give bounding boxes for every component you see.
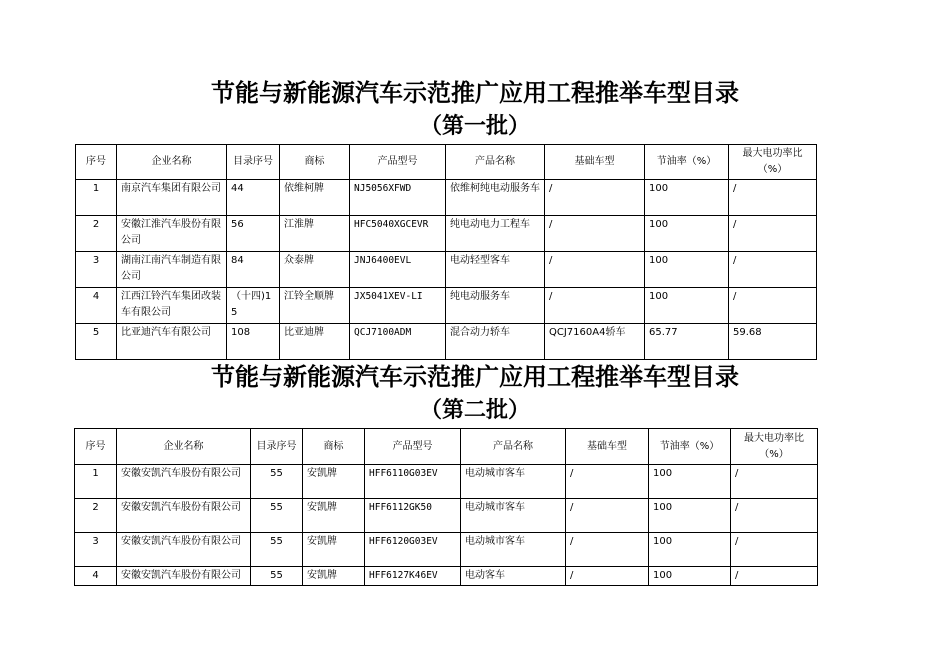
batch2-header-cell: 企业名称 <box>117 429 251 465</box>
cell-catalog-no: 55 <box>251 499 303 533</box>
cell-catalog-no: 44 <box>227 180 280 216</box>
cell-model: HFF6120G03EV <box>365 533 461 567</box>
batch2-header-cell: 商标 <box>303 429 365 465</box>
cell-fuel-saving: 100 <box>645 252 729 288</box>
batch1-header-cell: 产品名称 <box>446 145 545 180</box>
cell-catalog-no: 55 <box>251 567 303 586</box>
cell-base-model: / <box>566 465 649 499</box>
batch1-header-cell: 基础车型 <box>545 145 645 180</box>
batch2-header-cell: 基础车型 <box>566 429 649 465</box>
cell-company: 安徽安凯汽车股份有限公司 <box>117 465 251 499</box>
table-row <box>76 324 817 360</box>
cell-model: HFF6112GK50 <box>365 499 461 533</box>
cell-product-name: 电动城市客车 <box>461 465 566 499</box>
cell-fuel-saving: 100 <box>649 465 731 499</box>
cell-index: 3 <box>76 252 117 288</box>
cell-product-name: 电动客车 <box>461 567 566 586</box>
cell-company: 安徽江淮汽车股份有限公司 <box>117 216 227 252</box>
batch1-header-cell: 企业名称 <box>117 145 227 180</box>
cell-company: 比亚迪汽车有限公司 <box>117 324 227 360</box>
batch1-header-cell: 产品型号 <box>350 145 446 180</box>
cell-index: 1 <box>75 465 117 499</box>
cell-company: 湖南江南汽车制造有限公司 <box>117 252 227 288</box>
batch1-header-cell: 目录序号 <box>227 145 280 180</box>
batch2-header-cell: 最大电功率比（%） <box>731 429 818 465</box>
cell-power-ratio: / <box>731 533 818 567</box>
cell-fuel-saving: 100 <box>645 288 729 324</box>
cell-power-ratio: / <box>729 252 817 288</box>
cell-product-name: 依维柯纯电动服务车 <box>446 180 545 216</box>
cell-model: HFF6110G03EV <box>365 465 461 499</box>
cell-fuel-saving: 100 <box>649 533 731 567</box>
batch2-header-cell: 产品型号 <box>365 429 461 465</box>
cell-model: HFF6127K46EV <box>365 567 461 586</box>
table-row <box>75 533 818 567</box>
cell-base-model: / <box>545 288 645 324</box>
cell-brand: 安凯牌 <box>303 499 365 533</box>
cell-model: HFC5040XGCEVR <box>350 216 446 252</box>
cell-index: 3 <box>75 533 117 567</box>
batch2-table <box>74 428 818 586</box>
cell-company: 江西江铃汽车集团改装车有限公司 <box>117 288 227 324</box>
batch1-header-cell: 商标 <box>280 145 350 180</box>
batch2-title: 节能与新能源汽车示范推广应用工程推举车型目录 <box>211 363 739 391</box>
cell-product-name: 纯电动服务车 <box>446 288 545 324</box>
cell-index: 2 <box>76 216 117 252</box>
cell-catalog-no: 55 <box>251 533 303 567</box>
cell-index: 5 <box>76 324 117 360</box>
cell-brand: 江铃全顺牌 <box>280 288 350 324</box>
cell-product-name: 电动轻型客车 <box>446 252 545 288</box>
batch2-header-cell: 序号 <box>75 429 117 465</box>
cell-power-ratio: / <box>729 180 817 216</box>
cell-catalog-no: 108 <box>227 324 280 360</box>
table-row <box>76 288 817 324</box>
cell-fuel-saving: 100 <box>649 499 731 533</box>
cell-company: 南京汽车集团有限公司 <box>117 180 227 216</box>
cell-company: 安徽安凯汽车股份有限公司 <box>117 567 251 586</box>
cell-power-ratio: / <box>729 288 817 324</box>
batch1-header-cell: 序号 <box>76 145 117 180</box>
cell-company: 安徽安凯汽车股份有限公司 <box>117 533 251 567</box>
table-row <box>76 216 817 252</box>
cell-brand: 比亚迪牌 <box>280 324 350 360</box>
cell-catalog-no: （十四)15 <box>227 288 280 324</box>
cell-product-name: 电动城市客车 <box>461 499 566 533</box>
batch1-title: 节能与新能源汽车示范推广应用工程推举车型目录 <box>211 79 739 107</box>
cell-index: 1 <box>76 180 117 216</box>
cell-fuel-saving: 100 <box>649 567 731 586</box>
cell-product-name: 混合动力轿车 <box>446 324 545 360</box>
batch2-header-cell: 目录序号 <box>251 429 303 465</box>
batch2-header-row <box>75 429 818 465</box>
cell-catalog-no: 84 <box>227 252 280 288</box>
cell-brand: 江淮牌 <box>280 216 350 252</box>
cell-base-model: / <box>545 216 645 252</box>
cell-base-model: / <box>545 180 645 216</box>
cell-base-model: / <box>566 499 649 533</box>
cell-base-model: QCJ7160A4轿车 <box>545 324 645 360</box>
cell-model: JX5041XEV-LI <box>350 288 446 324</box>
table-row <box>75 567 818 586</box>
cell-brand: 众泰牌 <box>280 252 350 288</box>
cell-brand: 安凯牌 <box>303 465 365 499</box>
table-row <box>76 252 817 288</box>
cell-base-model: / <box>566 567 649 586</box>
cell-catalog-no: 56 <box>227 216 280 252</box>
table-row <box>75 465 818 499</box>
cell-base-model: / <box>566 533 649 567</box>
batch2-header-cell: 节油率（%） <box>649 429 731 465</box>
cell-brand: 依维柯牌 <box>280 180 350 216</box>
batch1-subtitle: （第一批） <box>419 114 530 139</box>
batch1-table <box>75 144 817 360</box>
batch1-header-row <box>76 145 817 180</box>
cell-index: 2 <box>75 499 117 533</box>
cell-power-ratio: / <box>731 465 818 499</box>
table-row <box>75 499 818 533</box>
cell-model: JNJ6400EVL <box>350 252 446 288</box>
cell-power-ratio: / <box>729 216 817 252</box>
cell-fuel-saving: 100 <box>645 180 729 216</box>
cell-catalog-no: 55 <box>251 465 303 499</box>
cell-brand: 安凯牌 <box>303 567 365 586</box>
cell-brand: 安凯牌 <box>303 533 365 567</box>
cell-power-ratio: / <box>731 567 818 586</box>
cell-index: 4 <box>75 567 117 586</box>
table-row <box>76 180 817 216</box>
batch2-header-cell: 产品名称 <box>461 429 566 465</box>
cell-product-name: 纯电动电力工程车 <box>446 216 545 252</box>
cell-model: NJ5056XFWD <box>350 180 446 216</box>
cell-index: 4 <box>76 288 117 324</box>
cell-base-model: / <box>545 252 645 288</box>
cell-product-name: 电动城市客车 <box>461 533 566 567</box>
batch2-subtitle: （第二批） <box>419 398 530 423</box>
cell-fuel-saving: 65.77 <box>645 324 729 360</box>
cell-company: 安徽安凯汽车股份有限公司 <box>117 499 251 533</box>
batch1-header-cell: 最大电功率比（%） <box>729 145 817 180</box>
cell-model: QCJ7100ADM <box>350 324 446 360</box>
cell-fuel-saving: 100 <box>645 216 729 252</box>
cell-power-ratio: / <box>731 499 818 533</box>
batch1-header-cell: 节油率（%） <box>645 145 729 180</box>
cell-power-ratio: 59.68 <box>729 324 817 360</box>
